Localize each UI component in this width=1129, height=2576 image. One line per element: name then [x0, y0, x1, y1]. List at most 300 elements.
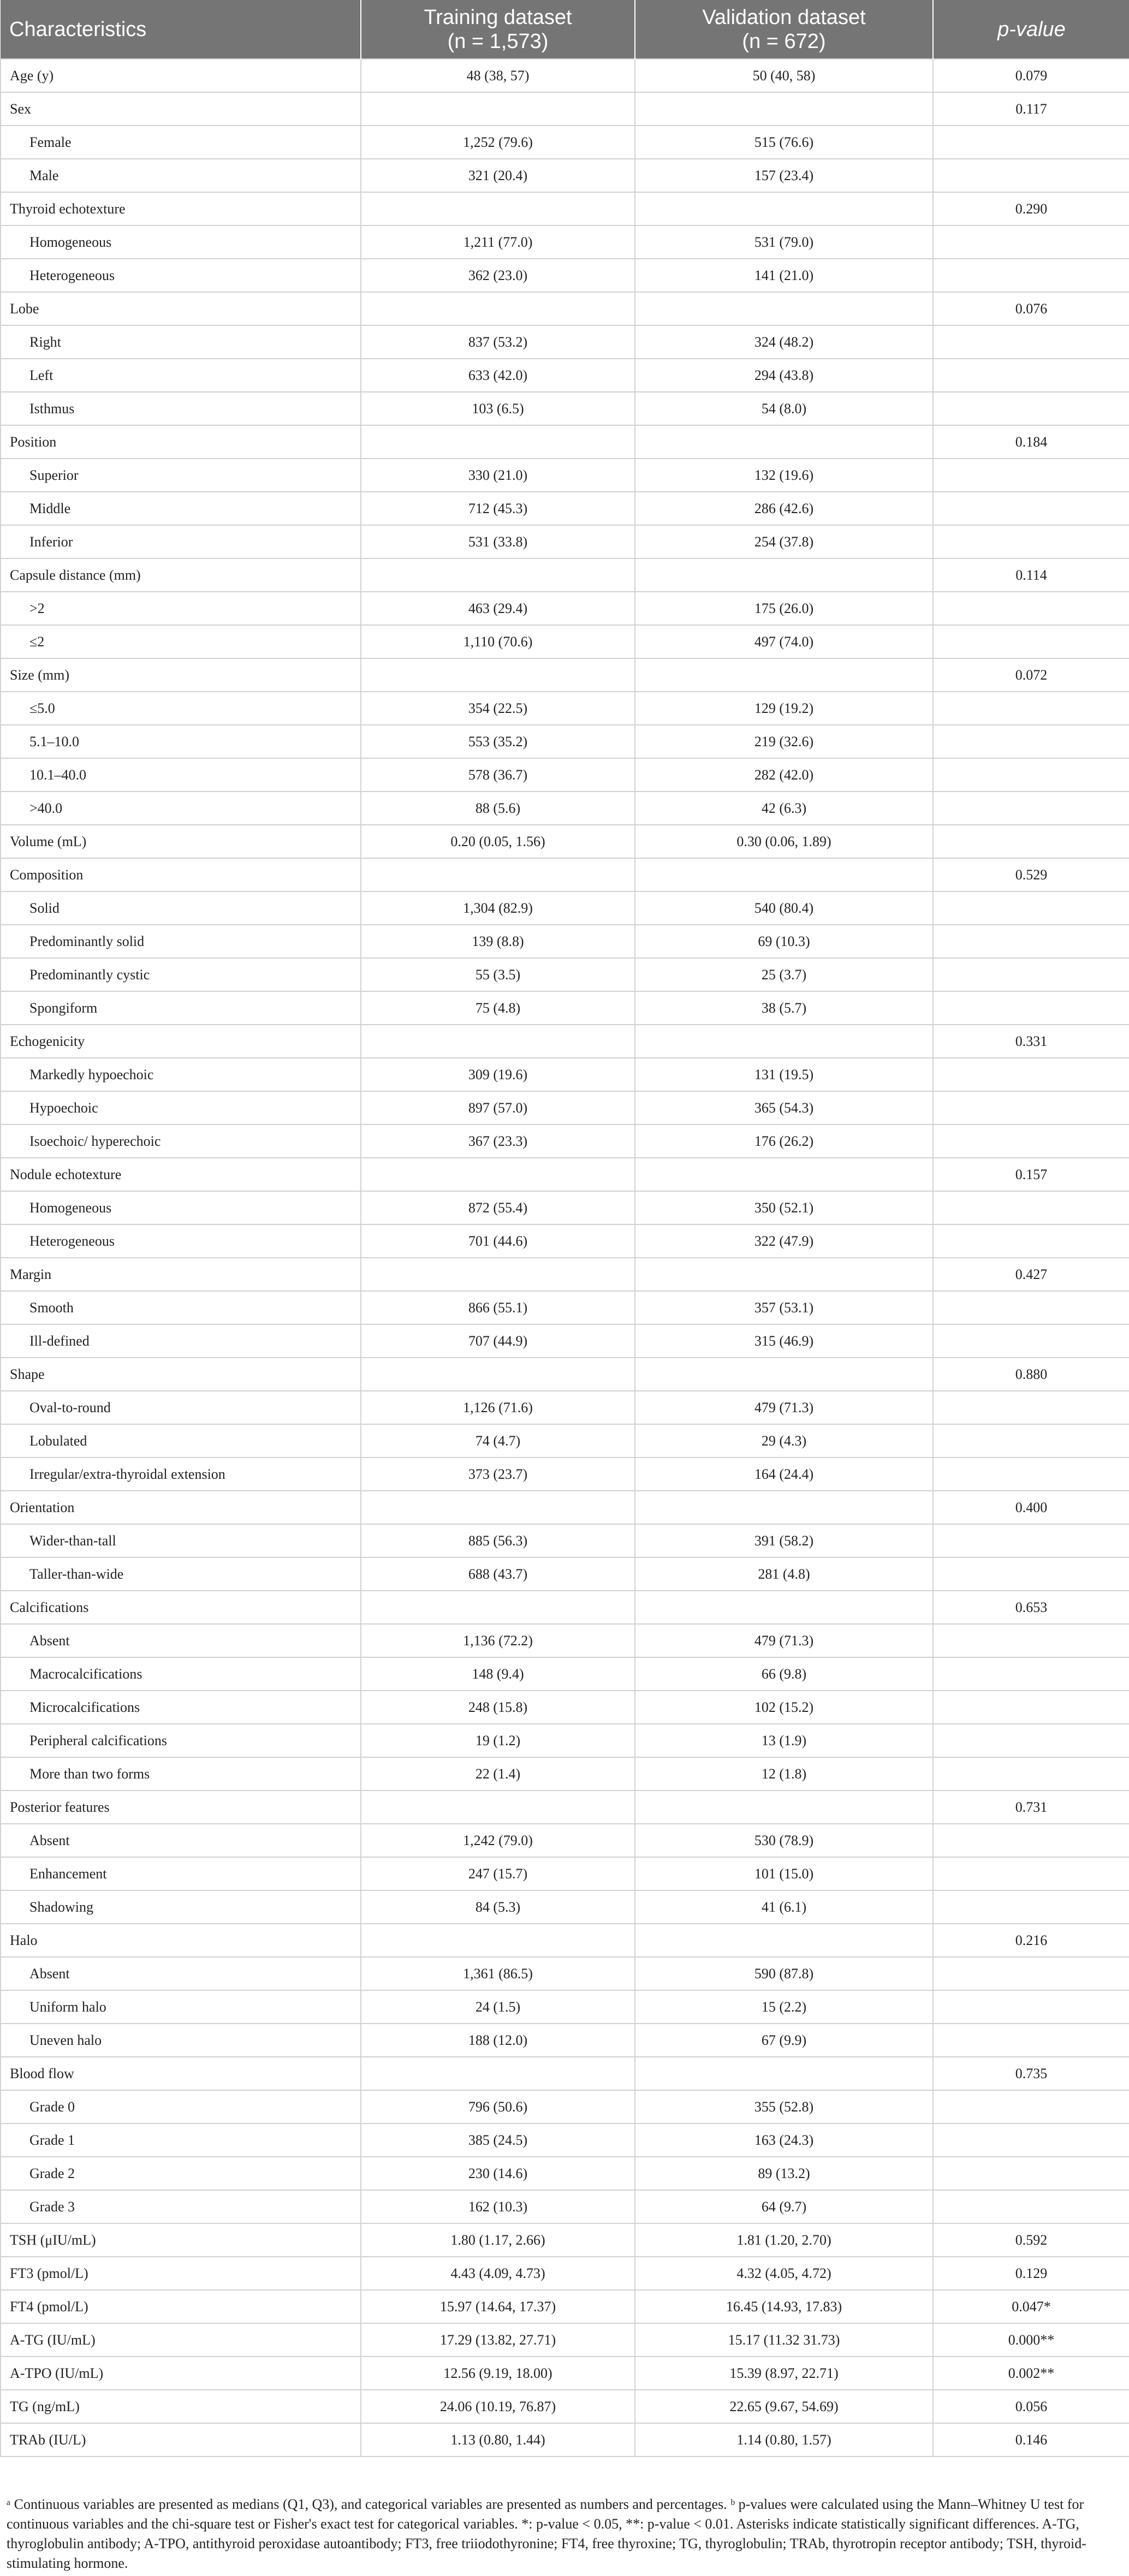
- validation-value: 355 (52.8): [635, 2090, 933, 2123]
- training-value: 1.80 (1.17, 2.66): [361, 2223, 635, 2257]
- row-label: Homogeneous: [1, 225, 361, 259]
- table-row: [1, 1691, 1129, 1724]
- p-value: 0.000**: [933, 2323, 1129, 2357]
- validation-value: [635, 292, 933, 325]
- validation-value: 157 (23.4): [635, 159, 933, 192]
- row-label: FT3 (pmol/L): [1, 2257, 361, 2290]
- table-row: [1, 1990, 1129, 2024]
- p-value: [933, 359, 1129, 392]
- p-value: [933, 1058, 1129, 1091]
- row-label: Markedly hypoechoic: [1, 1058, 361, 1091]
- training-value: 17.29 (13.82, 27.71): [361, 2323, 635, 2357]
- table-row: [1, 1158, 1129, 1191]
- training-value: 247 (15.7): [361, 1857, 635, 1890]
- p-value: [933, 2024, 1129, 2057]
- table-row: [1, 59, 1129, 92]
- table-row: [1, 492, 1129, 525]
- p-value: 0.117: [933, 92, 1129, 126]
- row-label: 10.1–40.0: [1, 758, 361, 792]
- table-row: [1, 1757, 1129, 1790]
- training-value: 463 (29.4): [361, 592, 635, 625]
- table-row: [1, 292, 1129, 325]
- row-label: ≤2: [1, 625, 361, 658]
- table-row: [1, 1457, 1129, 1491]
- row-label: Enhancement: [1, 1857, 361, 1890]
- row-label: TSH (μIU/mL): [1, 2223, 361, 2257]
- training-value: 148 (9.4): [361, 1657, 635, 1691]
- validation-value: [635, 558, 933, 592]
- header-training-label: Training dataset: [424, 5, 572, 29]
- p-value: [933, 1125, 1129, 1158]
- row-label: TRAb (IU/L): [1, 2423, 361, 2456]
- training-value: 321 (20.4): [361, 159, 635, 192]
- p-value: 0.047*: [933, 2290, 1129, 2323]
- row-label: Female: [1, 126, 361, 159]
- training-value: [361, 92, 635, 126]
- validation-value: 531 (79.0): [635, 225, 933, 259]
- table-row: [1, 1924, 1129, 1957]
- table-row: [1, 1224, 1129, 1258]
- row-label: Microcalcifications: [1, 1691, 361, 1724]
- training-value: 75 (4.8): [361, 991, 635, 1025]
- table-header-row: [1, 0, 1129, 59]
- row-label: Lobe: [1, 292, 361, 325]
- training-value: 633 (42.0): [361, 359, 635, 392]
- row-label: Sex: [1, 92, 361, 126]
- training-value: [361, 1491, 635, 1524]
- training-value: 885 (56.3): [361, 1524, 635, 1557]
- table-row: [1, 392, 1129, 425]
- p-value: [933, 392, 1129, 425]
- training-value: 354 (22.5): [361, 692, 635, 725]
- row-label: FT4 (pmol/L): [1, 2290, 361, 2323]
- row-label: Uniform halo: [1, 1990, 361, 2024]
- p-value: [933, 1990, 1129, 2024]
- training-value: 385 (24.5): [361, 2123, 635, 2157]
- p-value: [933, 1757, 1129, 1790]
- row-label: Smooth: [1, 1291, 361, 1324]
- training-value: 796 (50.6): [361, 2090, 635, 2123]
- p-value: 0.592: [933, 2223, 1129, 2257]
- training-value: 578 (36.7): [361, 758, 635, 792]
- training-value: 712 (45.3): [361, 492, 635, 525]
- row-label: Uneven halo: [1, 2024, 361, 2057]
- validation-value: 102 (15.2): [635, 1691, 933, 1724]
- row-label: Inferior: [1, 525, 361, 558]
- row-label: Solid: [1, 891, 361, 925]
- validation-value: 164 (24.4): [635, 1457, 933, 1491]
- p-value: 0.331: [933, 1025, 1129, 1058]
- table-row: [1, 1657, 1129, 1691]
- table-row: [1, 1790, 1129, 1824]
- validation-value: 50 (40, 58): [635, 59, 933, 92]
- p-value: [933, 1224, 1129, 1258]
- p-value: 0.002**: [933, 2357, 1129, 2390]
- row-label: Male: [1, 159, 361, 192]
- table-row: [1, 525, 1129, 558]
- row-label: Isthmus: [1, 392, 361, 425]
- validation-value: 0.30 (0.06, 1.89): [635, 825, 933, 858]
- p-value: [933, 2190, 1129, 2223]
- validation-value: 4.32 (4.05, 4.72): [635, 2257, 933, 2290]
- validation-value: [635, 1258, 933, 1291]
- p-value: [933, 259, 1129, 292]
- row-label: Composition: [1, 858, 361, 891]
- header-p-value-label: p-value: [997, 17, 1066, 41]
- p-value: [933, 925, 1129, 958]
- validation-value: [635, 1158, 933, 1191]
- p-value: [933, 1457, 1129, 1491]
- row-label: TG (ng/mL): [1, 2390, 361, 2423]
- table-row: [1, 1491, 1129, 1524]
- row-label: Ill-defined: [1, 1324, 361, 1358]
- table-row: [1, 2024, 1129, 2057]
- p-value: [933, 1524, 1129, 1557]
- training-value: [361, 292, 635, 325]
- table-row: [1, 1091, 1129, 1125]
- training-value: [361, 858, 635, 891]
- table-row: [1, 658, 1129, 692]
- training-value: 1,252 (79.6): [361, 126, 635, 159]
- p-value: 0.290: [933, 192, 1129, 225]
- validation-value: 391 (58.2): [635, 1524, 933, 1557]
- table-row: [1, 2223, 1129, 2257]
- validation-value: 131 (19.5): [635, 1058, 933, 1091]
- table-row: [1, 1058, 1129, 1091]
- training-value: 24.06 (10.19, 76.87): [361, 2390, 635, 2423]
- training-value: 1,242 (79.0): [361, 1824, 635, 1857]
- table-row: [1, 2423, 1129, 2456]
- validation-value: 357 (53.1): [635, 1291, 933, 1324]
- p-value: [933, 1391, 1129, 1424]
- row-label: Taller-than-wide: [1, 1557, 361, 1591]
- table-row: [1, 325, 1129, 359]
- validation-value: [635, 1491, 933, 1524]
- row-label: Halo: [1, 1924, 361, 1957]
- training-value: 74 (4.7): [361, 1424, 635, 1457]
- validation-value: 66 (9.8): [635, 1657, 933, 1691]
- validation-value: 16.45 (14.93, 17.83): [635, 2290, 933, 2323]
- row-label: Hypoechoic: [1, 1091, 361, 1125]
- p-value: [933, 725, 1129, 758]
- training-value: [361, 425, 635, 459]
- table-row: [1, 1358, 1129, 1391]
- p-value: [933, 1091, 1129, 1125]
- validation-value: 324 (48.2): [635, 325, 933, 359]
- training-value: [361, 1591, 635, 1624]
- validation-value: 281 (4.8): [635, 1557, 933, 1591]
- training-value: 872 (55.4): [361, 1191, 635, 1224]
- training-value: [361, 2057, 635, 2090]
- p-value: [933, 1657, 1129, 1691]
- validation-value: 13 (1.9): [635, 1724, 933, 1757]
- table-row: [1, 1391, 1129, 1424]
- row-label: Posterior features: [1, 1790, 361, 1824]
- table-row: [1, 1857, 1129, 1890]
- p-value: [933, 1724, 1129, 1757]
- row-label: >40.0: [1, 792, 361, 825]
- p-value: [933, 825, 1129, 858]
- table-row: [1, 592, 1129, 625]
- validation-value: 497 (74.0): [635, 625, 933, 658]
- row-label: Size (mm): [1, 658, 361, 692]
- p-value: [933, 159, 1129, 192]
- training-value: [361, 1258, 635, 1291]
- training-value: [361, 1924, 635, 1957]
- p-value: 0.114: [933, 558, 1129, 592]
- training-value: 701 (44.6): [361, 1224, 635, 1258]
- table-row: [1, 1424, 1129, 1457]
- header-validation: [635, 0, 933, 59]
- row-label: Oval-to-round: [1, 1391, 361, 1424]
- p-value: [933, 492, 1129, 525]
- training-value: 1,126 (71.6): [361, 1391, 635, 1424]
- training-value: 553 (35.2): [361, 725, 635, 758]
- row-label: A-TG (IU/mL): [1, 2323, 361, 2357]
- table-row: [1, 792, 1129, 825]
- table-row: [1, 1125, 1129, 1158]
- table-footnote: ᵃ Continuous variables are presented as medians (Q1, Q3), and categorical variables are presented as numbers and percentages. ᵇ p-values were calculated using the Mann–Whitney U test for continuous variables and the chi-square test or Fisher's exact test for categorical variables. *: p-value < 0.05, **: p-value < 0.01. Asterisks indicate statistically significant differences. A-TG, thyroglobulin antibody; A-TPO, antithyroid peroxidase autoantibody; FT3, free triiodothyronine; FT4, free thyroxine; TG, thyroglobulin; TRAb, thyrotropin receptor antibody; TSH, thyroid-stimulating hormone.: [7, 2496, 1086, 2571]
- training-value: 1,361 (86.5): [361, 1957, 635, 1990]
- p-value: [933, 1691, 1129, 1724]
- training-value: 1,136 (72.2): [361, 1624, 635, 1657]
- p-value: [933, 891, 1129, 925]
- validation-value: 175 (26.0): [635, 592, 933, 625]
- validation-value: [635, 1790, 933, 1824]
- p-value: 0.056: [933, 2390, 1129, 2423]
- validation-value: 132 (19.6): [635, 459, 933, 492]
- p-value: [933, 459, 1129, 492]
- validation-value: 15.17 (11.32 31.73): [635, 2323, 933, 2357]
- table-row: [1, 2323, 1129, 2357]
- validation-value: 219 (32.6): [635, 725, 933, 758]
- table-row: [1, 259, 1129, 292]
- training-value: [361, 192, 635, 225]
- p-value: 0.427: [933, 1258, 1129, 1291]
- training-value: 48 (38, 57): [361, 59, 635, 92]
- p-value: 0.735: [933, 2057, 1129, 2090]
- row-label: Age (y): [1, 59, 361, 92]
- validation-value: 129 (19.2): [635, 692, 933, 725]
- p-value: [933, 958, 1129, 991]
- table-row: [1, 2290, 1129, 2323]
- validation-value: 530 (78.9): [635, 1824, 933, 1857]
- validation-value: 540 (80.4): [635, 891, 933, 925]
- p-value: [933, 2123, 1129, 2157]
- validation-value: [635, 658, 933, 692]
- training-value: 0.20 (0.05, 1.56): [361, 825, 635, 858]
- validation-value: 286 (42.6): [635, 492, 933, 525]
- row-label: Middle: [1, 492, 361, 525]
- training-value: 230 (14.6): [361, 2157, 635, 2190]
- validation-value: 15.39 (8.97, 22.71): [635, 2357, 933, 2390]
- row-label: Predominantly cystic: [1, 958, 361, 991]
- validation-value: 41 (6.1): [635, 1890, 933, 1924]
- training-value: 688 (43.7): [361, 1557, 635, 1591]
- training-value: 367 (23.3): [361, 1125, 635, 1158]
- row-label: >2: [1, 592, 361, 625]
- validation-value: 12 (1.8): [635, 1757, 933, 1790]
- table-row: [1, 625, 1129, 658]
- validation-value: 176 (26.2): [635, 1125, 933, 1158]
- training-value: 1,304 (82.9): [361, 891, 635, 925]
- row-label: Blood flow: [1, 2057, 361, 2090]
- validation-value: 365 (54.3): [635, 1091, 933, 1125]
- validation-value: 101 (15.0): [635, 1857, 933, 1890]
- training-value: 139 (8.8): [361, 925, 635, 958]
- p-value: [933, 1291, 1129, 1324]
- p-value: 0.146: [933, 2423, 1129, 2456]
- training-value: 707 (44.9): [361, 1324, 635, 1358]
- p-value: [933, 1624, 1129, 1657]
- row-label: Grade 0: [1, 2090, 361, 2123]
- validation-value: 350 (52.1): [635, 1191, 933, 1224]
- validation-value: [635, 1924, 933, 1957]
- training-value: 24 (1.5): [361, 1990, 635, 2024]
- row-label: Heterogeneous: [1, 1224, 361, 1258]
- row-label: More than two forms: [1, 1757, 361, 1790]
- training-value: 309 (19.6): [361, 1058, 635, 1091]
- training-value: 88 (5.6): [361, 792, 635, 825]
- row-label: Shadowing: [1, 1890, 361, 1924]
- validation-value: [635, 192, 933, 225]
- p-value: [933, 991, 1129, 1025]
- p-value: [933, 1890, 1129, 1924]
- training-value: 1,110 (70.6): [361, 625, 635, 658]
- validation-value: 1.81 (1.20, 2.70): [635, 2223, 933, 2257]
- validation-value: [635, 858, 933, 891]
- table-row: [1, 725, 1129, 758]
- p-value: [933, 1191, 1129, 1224]
- training-value: 103 (6.5): [361, 392, 635, 425]
- p-value: [933, 692, 1129, 725]
- table-row: [1, 1324, 1129, 1358]
- row-label: Irregular/extra-thyroidal extension: [1, 1457, 361, 1491]
- row-label: Margin: [1, 1258, 361, 1291]
- training-value: 1.13 (0.80, 1.44): [361, 2423, 635, 2456]
- header-characteristics-label: Characteristics: [9, 17, 147, 41]
- validation-value: 315 (46.9): [635, 1324, 933, 1358]
- row-label: Superior: [1, 459, 361, 492]
- training-value: 188 (12.0): [361, 2024, 635, 2057]
- validation-value: 64 (9.7): [635, 2190, 933, 2223]
- p-value: [933, 225, 1129, 259]
- validation-value: [635, 1591, 933, 1624]
- row-label: Capsule distance (mm): [1, 558, 361, 592]
- training-value: [361, 1358, 635, 1391]
- table-row: [1, 126, 1129, 159]
- validation-value: 515 (76.6): [635, 126, 933, 159]
- validation-value: 67 (9.9): [635, 2024, 933, 2057]
- p-value: [933, 325, 1129, 359]
- row-label: Calcifications: [1, 1591, 361, 1624]
- table-row: [1, 1291, 1129, 1324]
- header-training-n: (n = 1,573): [447, 29, 549, 53]
- p-value: [933, 1857, 1129, 1890]
- p-value: [933, 758, 1129, 792]
- table-row: [1, 825, 1129, 858]
- validation-value: 282 (42.0): [635, 758, 933, 792]
- table-row: [1, 1025, 1129, 1058]
- training-value: 330 (21.0): [361, 459, 635, 492]
- p-value: [933, 1424, 1129, 1457]
- row-label: Volume (mL): [1, 825, 361, 858]
- validation-value: 29 (4.3): [635, 1424, 933, 1457]
- validation-value: 141 (21.0): [635, 259, 933, 292]
- validation-value: [635, 1025, 933, 1058]
- table-row: [1, 858, 1129, 891]
- table-body: [1, 59, 1129, 2456]
- p-value: [933, 592, 1129, 625]
- row-label: 5.1–10.0: [1, 725, 361, 758]
- p-value: 0.216: [933, 1924, 1129, 1957]
- table-row: [1, 1824, 1129, 1857]
- row-label: Position: [1, 425, 361, 459]
- training-value: 1,211 (77.0): [361, 225, 635, 259]
- table-row: [1, 1724, 1129, 1757]
- validation-value: 163 (24.3): [635, 2123, 933, 2157]
- row-label: Absent: [1, 1957, 361, 1990]
- validation-value: 590 (87.8): [635, 1957, 933, 1990]
- row-label: Echogenicity: [1, 1025, 361, 1058]
- training-value: [361, 1025, 635, 1058]
- row-label: ≤5.0: [1, 692, 361, 725]
- table-row: [1, 1524, 1129, 1557]
- table-row: [1, 1957, 1129, 1990]
- row-label: Predominantly solid: [1, 925, 361, 958]
- row-label: Macrocalcifications: [1, 1657, 361, 1691]
- validation-value: 254 (37.8): [635, 525, 933, 558]
- p-value: 0.731: [933, 1790, 1129, 1824]
- validation-value: 54 (8.0): [635, 392, 933, 425]
- p-value: 0.880: [933, 1358, 1129, 1391]
- table-row: [1, 692, 1129, 725]
- training-value: 373 (23.7): [361, 1457, 635, 1491]
- p-value: [933, 1557, 1129, 1591]
- table-row: [1, 225, 1129, 259]
- header-validation-label: Validation dataset: [702, 5, 866, 29]
- validation-value: [635, 1358, 933, 1391]
- table-row: [1, 558, 1129, 592]
- validation-value: 89 (13.2): [635, 2157, 933, 2190]
- table-row: [1, 192, 1129, 225]
- p-value: 0.129: [933, 2257, 1129, 2290]
- validation-value: 38 (5.7): [635, 991, 933, 1025]
- training-value: [361, 1158, 635, 1191]
- table-row: [1, 92, 1129, 126]
- training-value: 248 (15.8): [361, 1691, 635, 1724]
- table-row: [1, 2123, 1129, 2157]
- table-row: [1, 1557, 1129, 1591]
- row-label: Peripheral calcifications: [1, 1724, 361, 1757]
- training-value: [361, 658, 635, 692]
- p-value: 0.076: [933, 292, 1129, 325]
- validation-value: 322 (47.9): [635, 1224, 933, 1258]
- table-row: [1, 159, 1129, 192]
- training-value: 4.43 (4.09, 4.73): [361, 2257, 635, 2290]
- table-row: [1, 359, 1129, 392]
- table-row: [1, 925, 1129, 958]
- p-value: [933, 2157, 1129, 2190]
- validation-value: [635, 425, 933, 459]
- table-row: [1, 1258, 1129, 1291]
- p-value: [933, 2090, 1129, 2123]
- table-row: [1, 2090, 1129, 2123]
- training-value: 22 (1.4): [361, 1757, 635, 1790]
- training-value: [361, 558, 635, 592]
- table-row: [1, 2157, 1129, 2190]
- validation-value: 15 (2.2): [635, 1990, 933, 2024]
